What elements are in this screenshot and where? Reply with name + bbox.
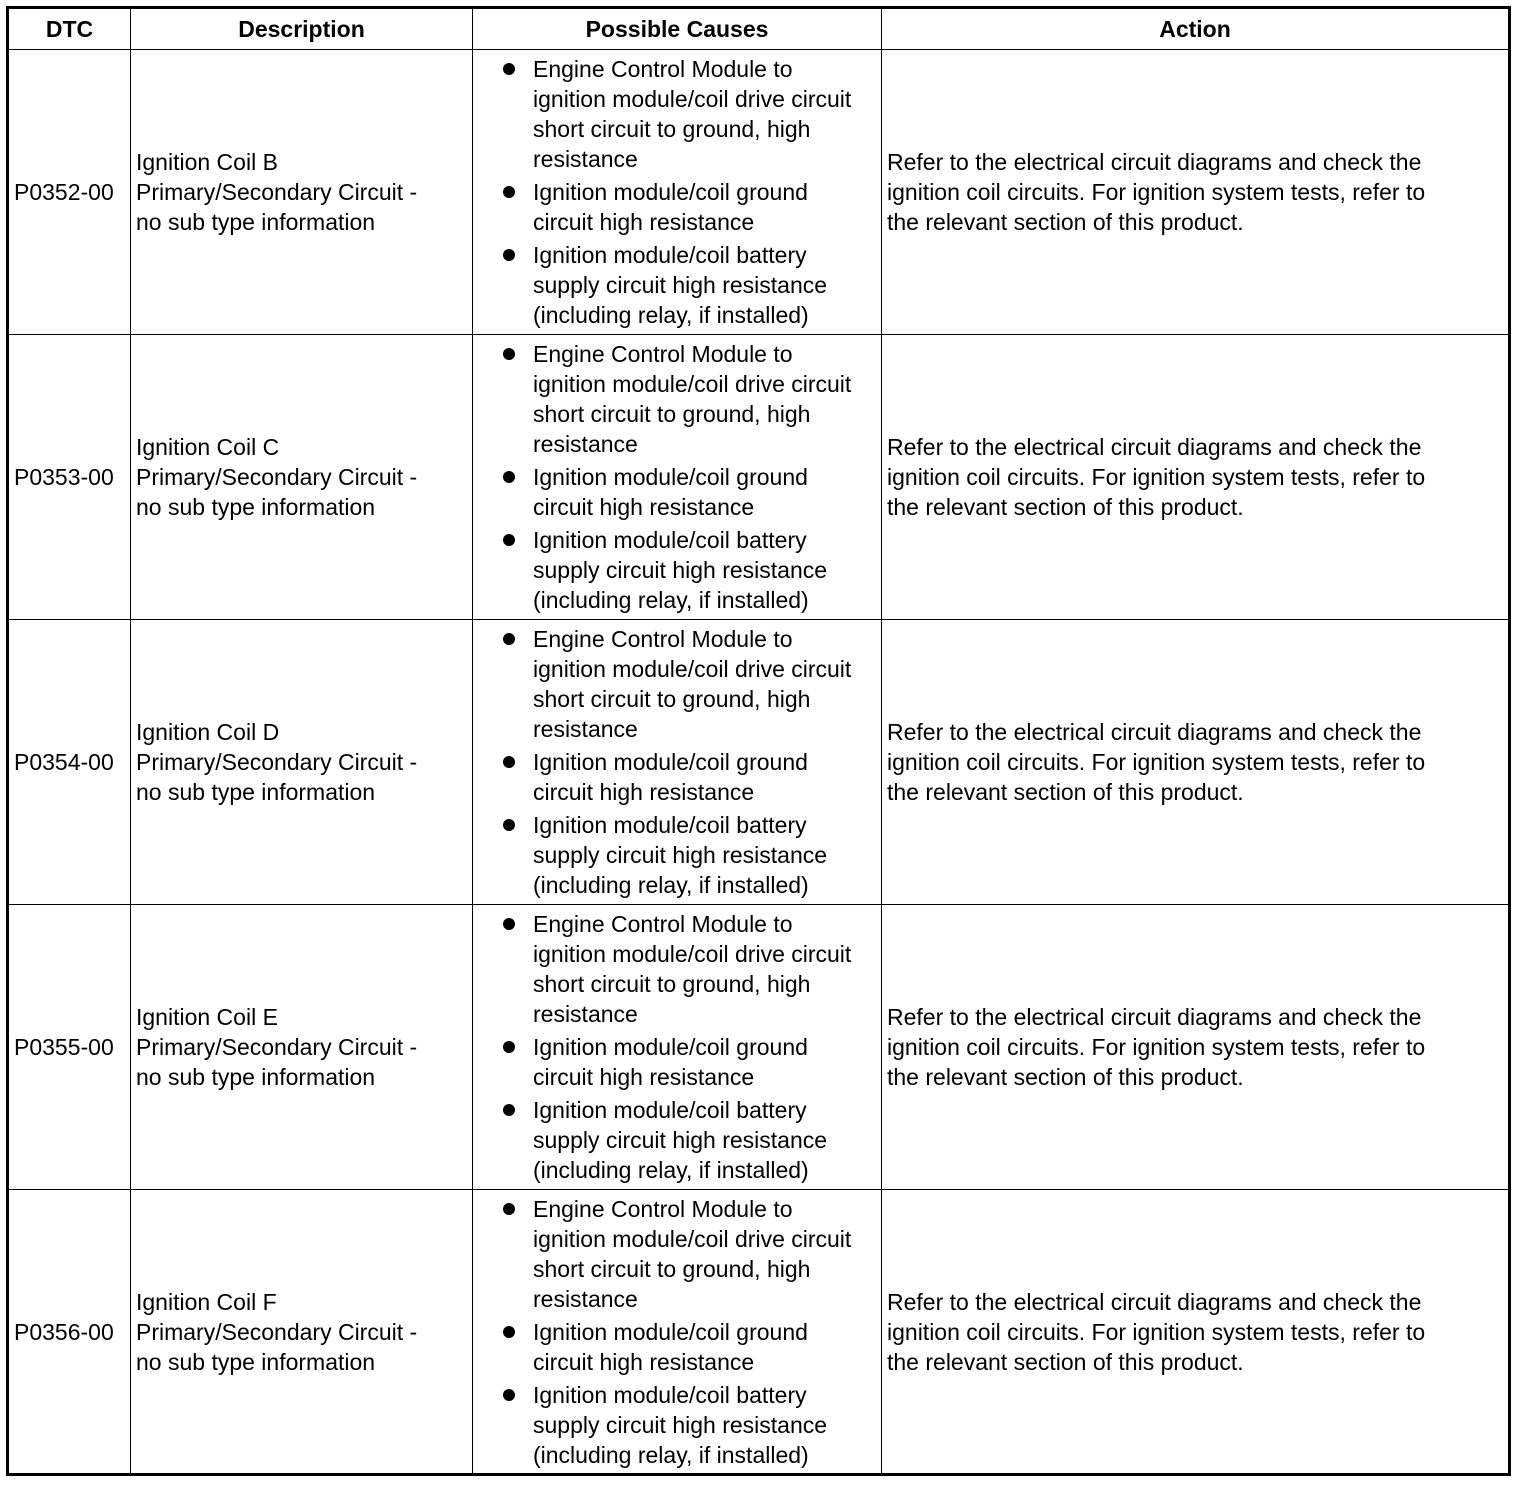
- description-cell: [131, 905, 473, 1190]
- bullet-icon: [503, 471, 515, 483]
- cause-line: circuit high resistance: [533, 779, 755, 805]
- cause-line: circuit high resistance: [533, 209, 755, 235]
- cause-line: Ignition module/coil ground: [533, 464, 808, 490]
- action-cell: [882, 620, 1510, 905]
- bullet-icon: [503, 348, 515, 360]
- dtc-code-cell: P0352-00: [8, 50, 131, 335]
- description-cell: [131, 1190, 473, 1475]
- cause-line: ignition module/coil drive circuit: [533, 86, 852, 112]
- action-line: Refer to the electrical circuit diagrams and check the: [887, 434, 1422, 460]
- action-line: ignition coil circuits. For ignition system tests, refer to: [887, 749, 1426, 775]
- cause-line: resistance: [533, 431, 638, 457]
- description-line: no sub type information: [136, 779, 376, 805]
- cause-line: Engine Control Module to: [533, 911, 793, 937]
- action-line: ignition coil circuits. For ignition system tests, refer to: [887, 1318, 1426, 1345]
- cause-line: Ignition module/coil battery: [533, 1381, 807, 1408]
- cause-line: resistance: [533, 716, 638, 742]
- description-line: Ignition Coil E: [136, 1004, 278, 1030]
- cause-item: [478, 1194, 876, 1314]
- cause-line: supply circuit high resistance: [533, 272, 828, 298]
- table-row: [8, 905, 1510, 1190]
- action-line: Refer to the electrical circuit diagrams and check the: [887, 149, 1422, 175]
- dtc-code-cell: P0354-00: [8, 620, 131, 905]
- description-line: Primary/Secondary Circuit -: [136, 179, 418, 205]
- bullet-icon: [503, 63, 515, 75]
- dtc-code-cell: P0355-00: [8, 905, 131, 1190]
- cause-line: Ignition module/coil ground: [533, 179, 808, 205]
- cause-item: [478, 1095, 876, 1185]
- bullet-icon: [503, 186, 515, 198]
- cause-item: [478, 525, 876, 615]
- bullet-icon: [503, 633, 515, 645]
- cause-line: Ignition module/coil battery: [533, 242, 807, 268]
- possible-causes-cell: [473, 620, 882, 905]
- bullet-icon: [503, 819, 515, 831]
- possible-causes-cell: [473, 905, 882, 1190]
- description-line: Ignition Coil C: [136, 434, 280, 460]
- action-line: the relevant section of this product.: [887, 209, 1244, 235]
- bullet-icon: [503, 249, 515, 261]
- cause-line: ignition module/coil drive circuit: [533, 1225, 852, 1252]
- description-line: no sub type information: [136, 1064, 376, 1090]
- action-line: Refer to the electrical circuit diagrams and check the: [887, 1288, 1422, 1315]
- table-header: [8, 8, 1510, 50]
- header-possible-causes: Possible Causes: [473, 8, 882, 50]
- action-line: ignition coil circuits. For ignition system tests, refer to: [887, 1034, 1426, 1060]
- description-line: Ignition Coil B: [136, 149, 278, 175]
- header-description: Description: [131, 8, 473, 50]
- action-cell: [882, 905, 1510, 1190]
- cause-line: Ignition module/coil ground: [533, 1318, 808, 1345]
- cause-line: short circuit to ground, high: [533, 116, 811, 142]
- action-line: ignition coil circuits. For ignition system tests, refer to: [887, 464, 1426, 490]
- bullet-icon: [503, 1041, 515, 1053]
- cause-line: Engine Control Module to: [533, 341, 793, 367]
- action-line: the relevant section of this product.: [887, 1348, 1244, 1375]
- cause-line: short circuit to ground, high: [533, 971, 811, 997]
- bullet-icon: [503, 1389, 515, 1401]
- cause-line: supply circuit high resistance: [533, 1127, 828, 1153]
- action-line: Refer to the electrical circuit diagrams and check the: [887, 719, 1422, 745]
- cause-line: short circuit to ground, high: [533, 401, 811, 427]
- cause-line: Ignition module/coil ground: [533, 749, 808, 775]
- cause-item: [478, 54, 876, 174]
- cause-line: circuit high resistance: [533, 1348, 755, 1375]
- table-row: [8, 620, 1510, 905]
- cause-line: Engine Control Module to: [533, 56, 793, 82]
- bullet-icon: [503, 756, 515, 768]
- cause-line: supply circuit high resistance: [533, 1411, 828, 1438]
- causes-list: [478, 339, 876, 615]
- description-line: Ignition Coil F: [136, 1288, 277, 1315]
- table-row: [8, 335, 1510, 620]
- cause-line: ignition module/coil drive circuit: [533, 656, 852, 682]
- cause-line: Engine Control Module to: [533, 626, 793, 652]
- table-row: [8, 1190, 1510, 1475]
- possible-causes-cell: [473, 1190, 882, 1475]
- table-body: [8, 50, 1510, 1475]
- causes-list: [478, 1194, 876, 1470]
- action-line: Refer to the electrical circuit diagrams and check the: [887, 1004, 1422, 1030]
- bullet-icon: [503, 1203, 515, 1215]
- cause-line: Ignition module/coil ground: [533, 1034, 808, 1060]
- cause-line: (including relay, if installed): [533, 1157, 809, 1183]
- cause-line: Ignition module/coil battery: [533, 527, 807, 553]
- cause-line: short circuit to ground, high: [533, 686, 811, 712]
- header-row: [8, 8, 1510, 50]
- description-line: no sub type information: [136, 494, 376, 520]
- cause-item: [478, 177, 876, 237]
- table-row: [8, 50, 1510, 335]
- cause-line: resistance: [533, 1285, 638, 1312]
- possible-causes-cell: [473, 335, 882, 620]
- cause-item: [478, 240, 876, 330]
- description-line: Primary/Secondary Circuit -: [136, 1034, 418, 1060]
- cause-line: circuit high resistance: [533, 1064, 755, 1090]
- bullet-icon: [503, 534, 515, 546]
- cause-item: [478, 909, 876, 1029]
- header-action: Action: [882, 8, 1510, 50]
- cause-line: resistance: [533, 1001, 638, 1027]
- action-line: the relevant section of this product.: [887, 1064, 1244, 1090]
- description-line: no sub type information: [136, 209, 376, 235]
- cause-line: resistance: [533, 146, 638, 172]
- cause-item: [478, 1380, 876, 1470]
- cause-line: supply circuit high resistance: [533, 842, 828, 868]
- description-cell: [131, 620, 473, 905]
- action-cell: [882, 50, 1510, 335]
- causes-list: [478, 54, 876, 330]
- cause-line: circuit high resistance: [533, 494, 755, 520]
- action-cell: [882, 1190, 1510, 1475]
- cause-line: Ignition module/coil battery: [533, 812, 807, 838]
- causes-list: [478, 909, 876, 1185]
- dtc-table: [6, 6, 1511, 1476]
- dtc-code-cell: P0356-00: [8, 1190, 131, 1475]
- bullet-icon: [503, 1104, 515, 1116]
- cause-line: (including relay, if installed): [533, 872, 809, 898]
- action-line: ignition coil circuits. For ignition system tests, refer to: [887, 179, 1426, 205]
- cause-item: [478, 1317, 876, 1377]
- description-line: Ignition Coil D: [136, 719, 280, 745]
- cause-line: short circuit to ground, high: [533, 1255, 811, 1282]
- description-cell: [131, 50, 473, 335]
- description-line: no sub type information: [136, 1348, 376, 1375]
- cause-line: ignition module/coil drive circuit: [533, 941, 852, 967]
- action-cell: [882, 335, 1510, 620]
- bullet-icon: [503, 1326, 515, 1338]
- cause-line: Ignition module/coil battery: [533, 1097, 807, 1123]
- description-line: Primary/Secondary Circuit -: [136, 464, 418, 490]
- cause-line: (including relay, if installed): [533, 587, 809, 613]
- description-cell: [131, 335, 473, 620]
- cause-line: Engine Control Module to: [533, 1195, 793, 1222]
- header-dtc: DTC: [8, 8, 131, 50]
- possible-causes-cell: [473, 50, 882, 335]
- cause-line: supply circuit high resistance: [533, 557, 828, 583]
- cause-item: [478, 747, 876, 807]
- cause-item: [478, 810, 876, 900]
- description-line: Primary/Secondary Circuit -: [136, 749, 418, 775]
- cause-item: [478, 339, 876, 459]
- causes-list: [478, 624, 876, 900]
- action-line: the relevant section of this product.: [887, 779, 1244, 805]
- action-line: the relevant section of this product.: [887, 494, 1244, 520]
- cause-line: (including relay, if installed): [533, 1441, 809, 1468]
- dtc-code-cell: P0353-00: [8, 335, 131, 620]
- cause-item: [478, 1032, 876, 1092]
- cause-line: (including relay, if installed): [533, 302, 809, 328]
- cause-item: [478, 462, 876, 522]
- cause-line: ignition module/coil drive circuit: [533, 371, 852, 397]
- description-line: Primary/Secondary Circuit -: [136, 1318, 418, 1345]
- cause-item: [478, 624, 876, 744]
- bullet-icon: [503, 918, 515, 930]
